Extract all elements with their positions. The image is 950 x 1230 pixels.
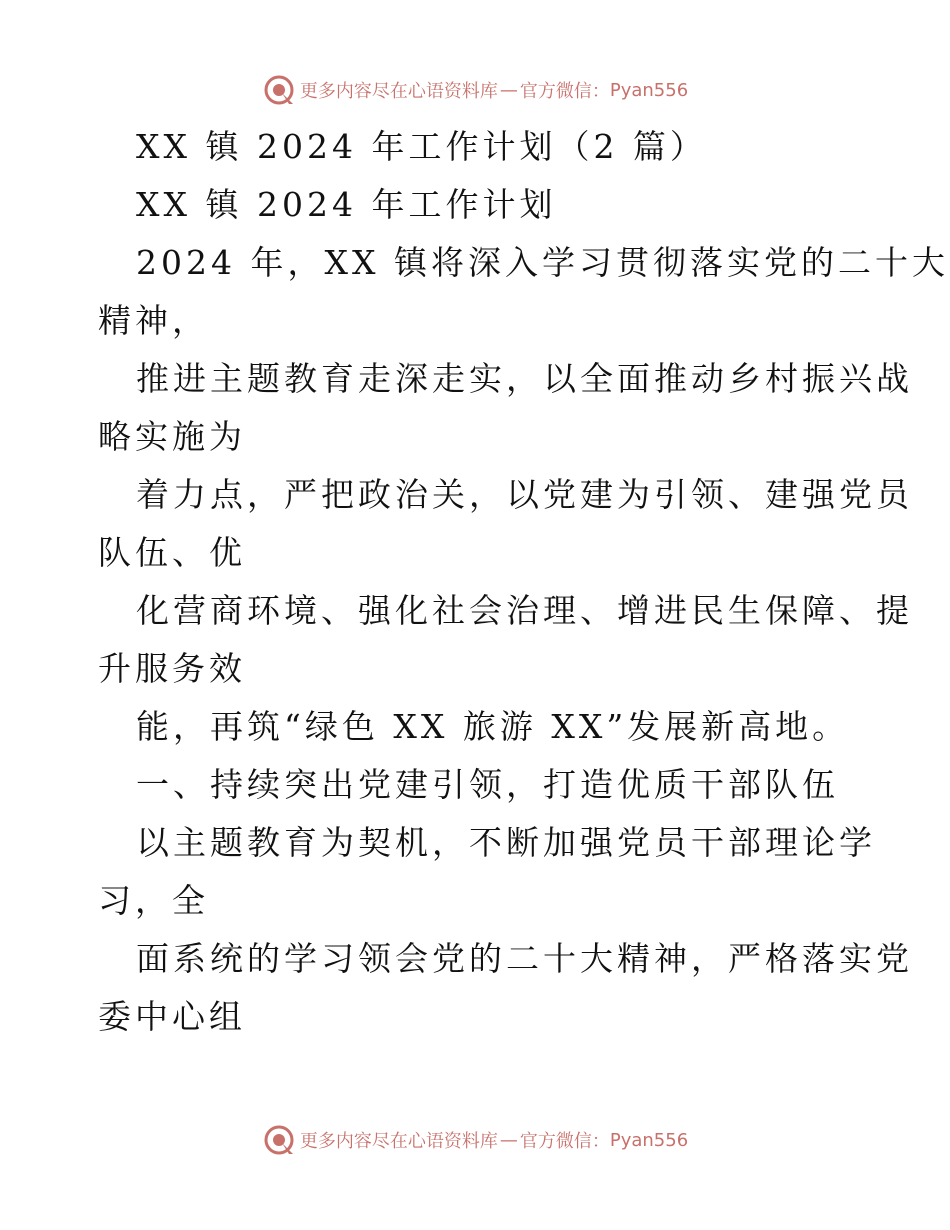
paragraph-line: 能，再筑“绿色 XX 旅游 XX”发展新高地。 [136, 707, 850, 746]
watermark-account: Pyan556 [609, 1129, 689, 1151]
section-heading: 一、持续突出党建引领，打造优质干部队伍 [136, 765, 839, 804]
watermark-separator: — [499, 1129, 518, 1151]
watermark-official-text: 官方微信： [519, 1131, 610, 1152]
paragraph-line: 队伍、优 [98, 533, 246, 572]
paragraph-line: 习，全 [98, 881, 209, 920]
footer-watermark [0, 1120, 950, 1160]
paragraph-line: 升服务效 [98, 649, 246, 688]
paragraph-line: 化营商环境、强化社会治理、增进民生保障、提 [136, 591, 913, 630]
paragraph-line: 略实施为 [98, 417, 246, 456]
paragraph-line: 委中心组 [98, 997, 246, 1036]
paragraph-line: 推进主题教育走深走实，以全面推动乡村振兴战 [136, 359, 913, 398]
pen-logo-icon [262, 73, 296, 107]
paragraph-line: 以主题教育为契机，不断加强党员干部理论学 [136, 823, 876, 862]
doc-subtitle: XX 镇 2024 年工作计划 [136, 185, 557, 224]
paragraph-line: 着力点，严把政治关，以党建为引领、建强党员 [136, 475, 913, 514]
pen-logo-icon [262, 1123, 296, 1157]
paragraph-line: 2024 年，XX 镇将深入学习贯彻落实党的二十大 [136, 243, 949, 282]
header-watermark [0, 70, 950, 110]
watermark-account: Pyan556 [609, 79, 689, 101]
watermark-official-text: 官方微信： [519, 81, 610, 102]
watermark-site-text: 更多内容尽在心语资料库 [299, 81, 498, 102]
watermark-separator: — [499, 79, 518, 101]
paragraph-line: 面系统的学习领会党的二十大精神，严格落实党 [136, 939, 913, 978]
doc-title: XX 镇 2024 年工作计划（2 篇） [136, 127, 707, 166]
watermark-site-text: 更多内容尽在心语资料库 [299, 1131, 498, 1152]
paragraph-line: 精神， [98, 301, 209, 340]
